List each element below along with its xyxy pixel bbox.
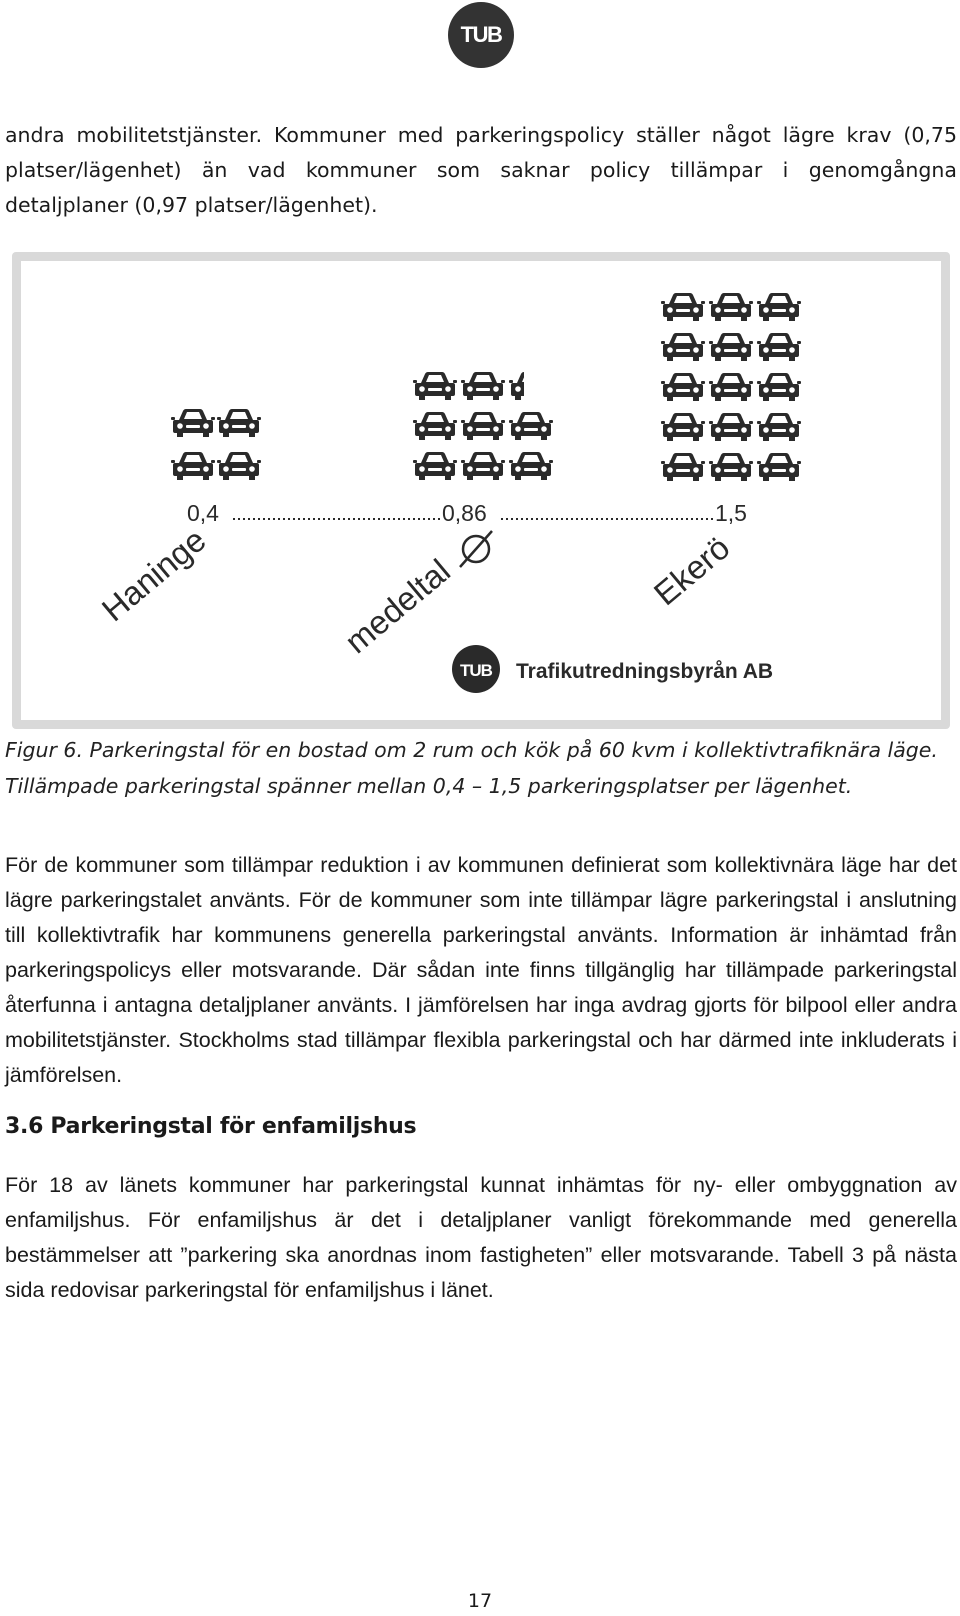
car-icon <box>461 452 505 480</box>
header-logo: TUB <box>448 2 514 68</box>
car-icon <box>661 293 705 321</box>
body-paragraph-1: För de kommuner som tillämpar reduktion i av kommunen definierat som kollektivnära läge har det lägre parkeringstalet använts. För de kommuner som inte tillämpar lägre parkeringstal i anslutning till kollektivtrafik har kommunens generella parkeringstal använts. Information är inhämtad från parkeringspolicys eller motsvarande. Där sådan inte finns tillgänglig har tillämpade parkeringstal återfunna i antagna detaljplaner använts. I jämförelsen har inga avdrag gjorts för bilpool eller andra mobilitetstjänster. Stockholms stad tillämpar flexibla parkeringstal och har därmed inte inkluderats i jämförelsen. <box>5 853 957 1087</box>
car-partial-icon <box>509 372 553 400</box>
car-icon <box>509 452 553 480</box>
car-icon <box>509 412 553 440</box>
value-ekero: 1,5 <box>715 500 747 526</box>
brand-logo-icon <box>452 645 500 693</box>
car-icon <box>757 293 801 321</box>
car-icon <box>709 413 753 441</box>
figure-caption-line-1: Figur 6. Parkeringstal för en bostad om 2 rum och kök på 60 kvm i kollektivtrafiknära läge. <box>5 738 938 762</box>
car-icon <box>171 452 215 480</box>
car-icon <box>461 372 505 400</box>
car-icon <box>661 333 705 361</box>
body-paragraph-2: För 18 av länets kommuner har parkeringstal kunnat inhämtas för ny- eller ombyggnation av enfamiljshus. För enfamiljshus är det i detaljplaner vanligt förekommande med generella bestämmelser att ”parkering ska anordnas inom fastigheten” eller motsvarande. Tabell 3 på nästa sida redovisar parkeringstal för enfamiljshus i länet. <box>5 1173 957 1302</box>
car-icon <box>661 453 705 481</box>
label-ekero: Ekerö <box>646 528 737 613</box>
cars-haninge <box>171 409 261 480</box>
car-icon <box>217 409 261 437</box>
average-symbol-icon <box>460 531 492 567</box>
parking-figure <box>12 252 950 729</box>
figure-caption-line-2: Tillämpade parkeringstal spänner mellan 0,4 – 1,5 parkeringsplatser per lägenhet. <box>5 774 853 798</box>
cars-ekero <box>661 293 801 481</box>
car-icon <box>413 452 457 480</box>
car-icon <box>171 409 215 437</box>
car-icon <box>709 453 753 481</box>
value-medeltal: 0,86 <box>442 500 487 526</box>
label-medeltal: medeltal <box>337 551 458 661</box>
car-icon <box>757 373 801 401</box>
car-icon <box>661 373 705 401</box>
brand-name: Trafikutredningsbyrån AB <box>516 660 774 683</box>
car-icon <box>709 293 753 321</box>
cars-medeltal <box>413 372 553 480</box>
intro-paragraph: andra mobilitetstjänster. Kommuner med parkeringspolicy ställer något lägre krav (0,75 platser/lägenhet) än vad kommuner som saknar policy tillämpar i genomgångna detaljplaner (0,97 platser/lägenhet). <box>5 123 957 217</box>
car-icon <box>757 413 801 441</box>
car-icon <box>461 412 505 440</box>
car-icon <box>757 453 801 481</box>
page-number: 17 <box>467 1590 493 1612</box>
car-icon <box>413 412 457 440</box>
car-icon <box>757 333 801 361</box>
car-icon <box>217 452 261 480</box>
label-haninge: Haninge <box>94 520 213 629</box>
car-icon <box>709 373 753 401</box>
parking-figure-graphic <box>21 261 941 720</box>
section-heading: 3.6 Parkeringstal för enfamiljshus <box>5 1114 417 1139</box>
car-icon <box>709 333 753 361</box>
brand-logo-text: TUB <box>460 661 492 680</box>
value-haninge: 0,4 <box>187 500 219 526</box>
car-icon <box>413 372 457 400</box>
car-icon <box>661 413 705 441</box>
